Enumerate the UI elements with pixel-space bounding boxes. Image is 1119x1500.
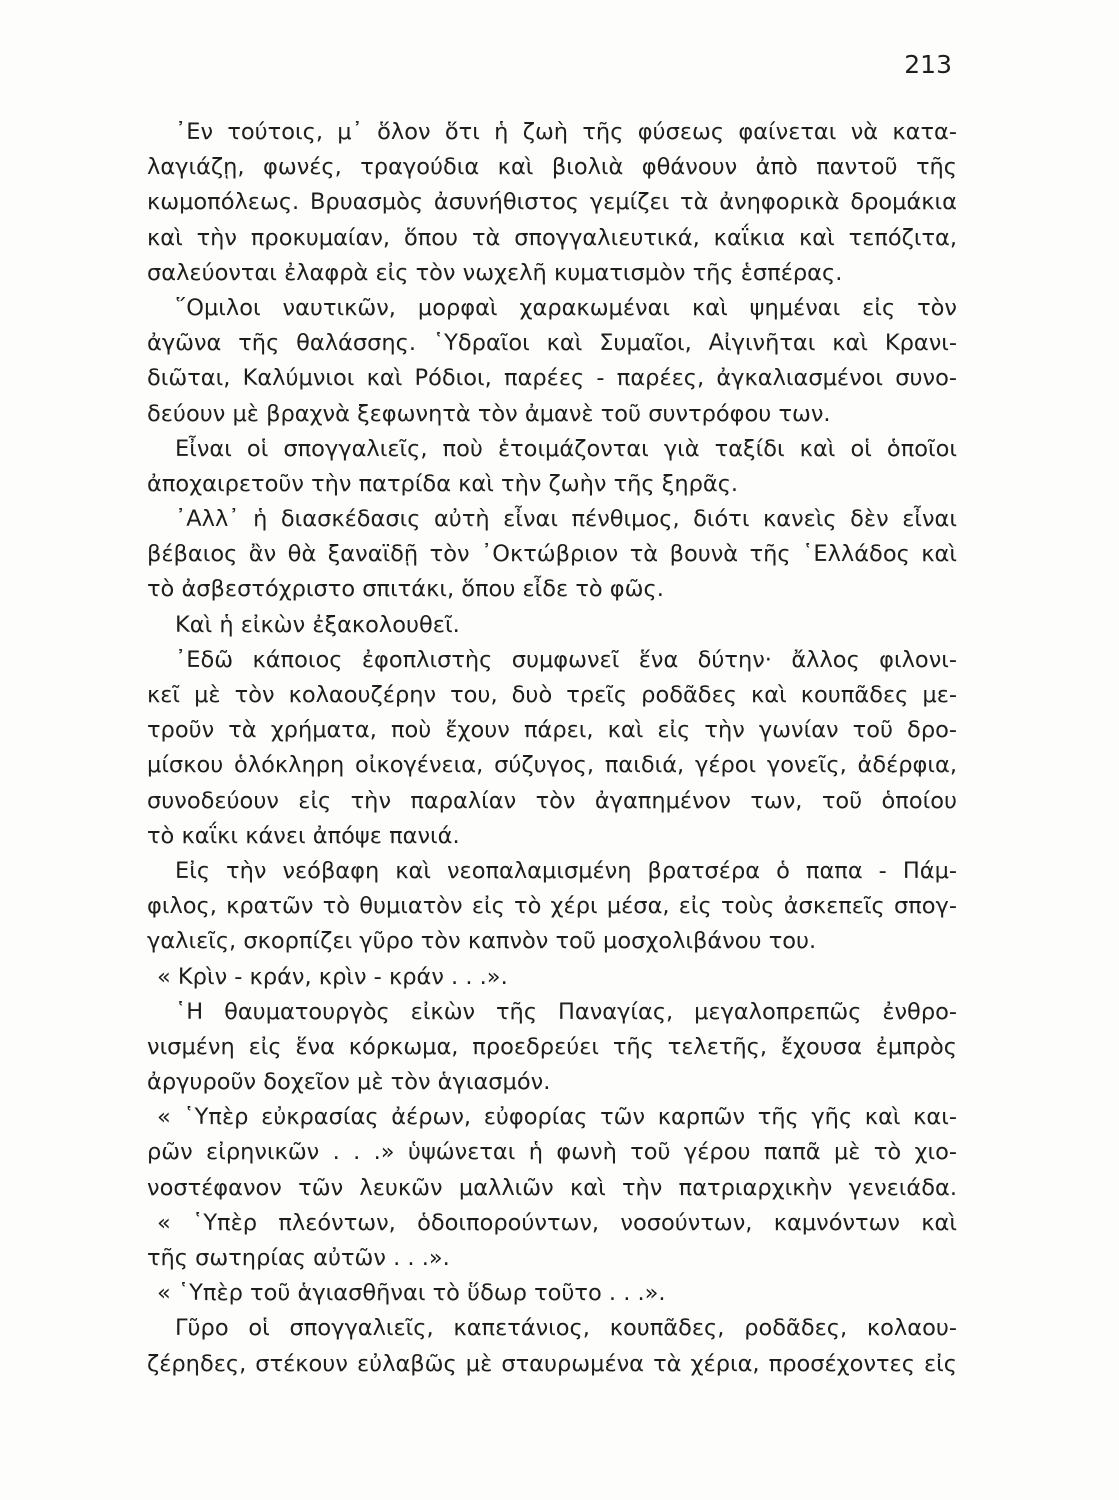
text-line: Εἶναι οἱ σπογγαλιεῖς, ποὺ ἑτοιμάζονται γιὰ ταξίδι καὶ οἱ ὁποῖοι — [175, 435, 957, 462]
text-line: ζέρηδες, στέκουν εὐλαβῶς μὲ σταυρωμένα τὰ χέρια, προσέχοντες εἰς — [147, 1350, 957, 1377]
text-line: μίσκου ὁλόκληρη οἰκογένεια, σύζυγος, παιδιά, γέροι γονεῖς, ἀδέρφια, — [147, 752, 957, 779]
text-line: ἀποχαιρετοῦν τὴν πατρίδα καὶ τὴν ζωὴν τῆς ξηρᾶς. — [147, 470, 739, 497]
text-line: ῾Η θαυματουργὸς εἰκὼν τῆς Παναγίας, μεγαλοπρεπῶς ἐνθρο- — [175, 998, 957, 1025]
text-line: συνοδεύουν εἰς τὴν παραλίαν τὸν ἀγαπημένον των, τοῦ ὁποίου — [147, 787, 957, 814]
text-line: ῞Ομιλοι ναυτικῶν, μορφαὶ χαρακωμέναι καὶ ψημέναι εἰς τὸν — [175, 294, 957, 321]
text-line: καὶ τὴν προκυμαίαν, ὅπου τὰ σπογγαλιευτικά, καΐκια καὶ τεπόζιτα, — [147, 224, 957, 251]
text-line: δεύουν μὲ βραχνὰ ξεφωνητὰ τὸν ἀμανὲ τοῦ συντρόφου των. — [147, 400, 831, 427]
text-line: διῶται, Καλύμνιοι καὶ Ρόδιοι, παρέες - παρέες, ἀγκαλιασμένοι συνο- — [147, 365, 957, 392]
text-line: τῆς σωτηρίας αὐτῶν . . .». — [147, 1245, 450, 1271]
text-line: « Κρὶν - κράν, κρὶν - κράν . . .». — [157, 963, 508, 990]
text-line: ρῶν εἰρηνικῶν . . .» ὑψώνεται ἡ φωνὴ τοῦ γέρου παπᾶ μὲ τὸ χιο- — [147, 1139, 957, 1166]
text-line: Εἰς τὴν νεόβαφη καὶ νεοπαλαμισμένη βρατσέρα ὁ παπα - Πάμ- — [175, 857, 957, 884]
text-line: τὸ καΐκι κάνει ἀπόψε πανιά. — [147, 822, 460, 849]
text-line: « ῾Υπὲρ τοῦ ἁγιασθῆναι τὸ ὕδωρ τοῦτο . . .». — [157, 1280, 666, 1307]
text-line: ᾽Αλλ᾽ ἡ διασκέδασις αὐτὴ εἶναι πένθιμος, διότι κανεὶς δὲν εἶναι — [175, 506, 957, 533]
text-line: « ῾Υπὲρ πλεόντων, ὁδοιπορούντων, νοσούντων, καμνόντων καὶ — [157, 1209, 957, 1236]
text-line: τὸ ἀσβεστόχριστο σπιτάκι, ὅπου εἶδε τὸ φῶς. — [147, 576, 664, 603]
text-line: τροῦν τὰ χρήματα, ποὺ ἔχουν πάρει, καὶ εἰς τὴν γωνίαν τοῦ δρο- — [147, 717, 957, 744]
text-line: κεῖ μὲ τὸν κολαουζέρην του, δυὸ τρεῖς ροδᾶδες καὶ κουπᾶδες με- — [147, 682, 957, 708]
text-line: σαλεύονται ἐλαφρὰ εἰς τὸν νωχελῆ κυματισμὸν τῆς ἑσπέρας. — [147, 259, 843, 286]
text-line: κωμοπόλεως. Βρυασμὸς ἀσυνήθιστος γεμίζει τὰ ἀνηφορικὰ δρομάκια — [147, 189, 957, 216]
page-number: 213 — [904, 50, 952, 79]
text-line: λαγιάζῃ, φωνές, τραγούδια καὶ βιολιὰ φθάνουν ἀπὸ παντοῦ τῆς — [147, 154, 957, 181]
text-line: ἀργυροῦν δοχεῖον μὲ τὸν ἁγιασμόν. — [147, 1069, 551, 1096]
text-line: γαλιεῖς, σκορπίζει γῦρο τὸν καπνὸν τοῦ μοσχολιβάνου του. — [147, 928, 817, 955]
text-line: Καὶ ἡ εἰκὼν ἐξακολουθεῖ. — [175, 611, 460, 638]
text-line: « ῾Υπὲρ εὐκρασίας ἀέρων, εὐφορίας τῶν καρπῶν τῆς γῆς καὶ και- — [157, 1104, 957, 1131]
text-line: βέβαιος ἂν θὰ ξαναϊδῇ τὸν ᾽Οκτώβριον τὰ βουνὰ τῆς ῾Ελλάδος καὶ — [147, 541, 957, 568]
text-line: ᾽Εδῶ κάποιος ἐφοπλιστὴς συμφωνεῖ ἕνα δύτην· ἄλλος φιλονι- — [175, 646, 957, 673]
text-line: φιλος, κρατῶν τὸ θυμιατὸν εἰς τὸ χέρι μέσα, εἰς τοὺς ἀσκεπεῖς σπογ- — [147, 893, 957, 920]
text-line: Γῦρο οἱ σπογγαλιεῖς, καπετάνιος, κουπᾶδες, ροδᾶδες, κολαου- — [175, 1315, 957, 1342]
text-line: νοστέφανον τῶν λευκῶν μαλλιῶν καὶ τὴν πατριαρχικὴν γενειάδα. — [147, 1174, 957, 1201]
text-line: ἀγῶνα τῆς θαλάσσης. ῾Υδραῖοι καὶ Συμαῖοι, Αἰγινῆται καὶ Κρανι- — [147, 330, 957, 357]
body-text — [147, 115, 957, 1382]
text-line: ᾽Εν τούτοις, μ᾽ ὅλον ὅτι ἡ ζωὴ τῆς φύσεως φαίνεται νὰ κατα- — [175, 119, 957, 145]
text-line: νισμένη εἰς ἕνα κόρκωμα, προεδρεύει τῆς τελετῆς, ἔχουσα ἐμπρὸς — [147, 1033, 957, 1060]
